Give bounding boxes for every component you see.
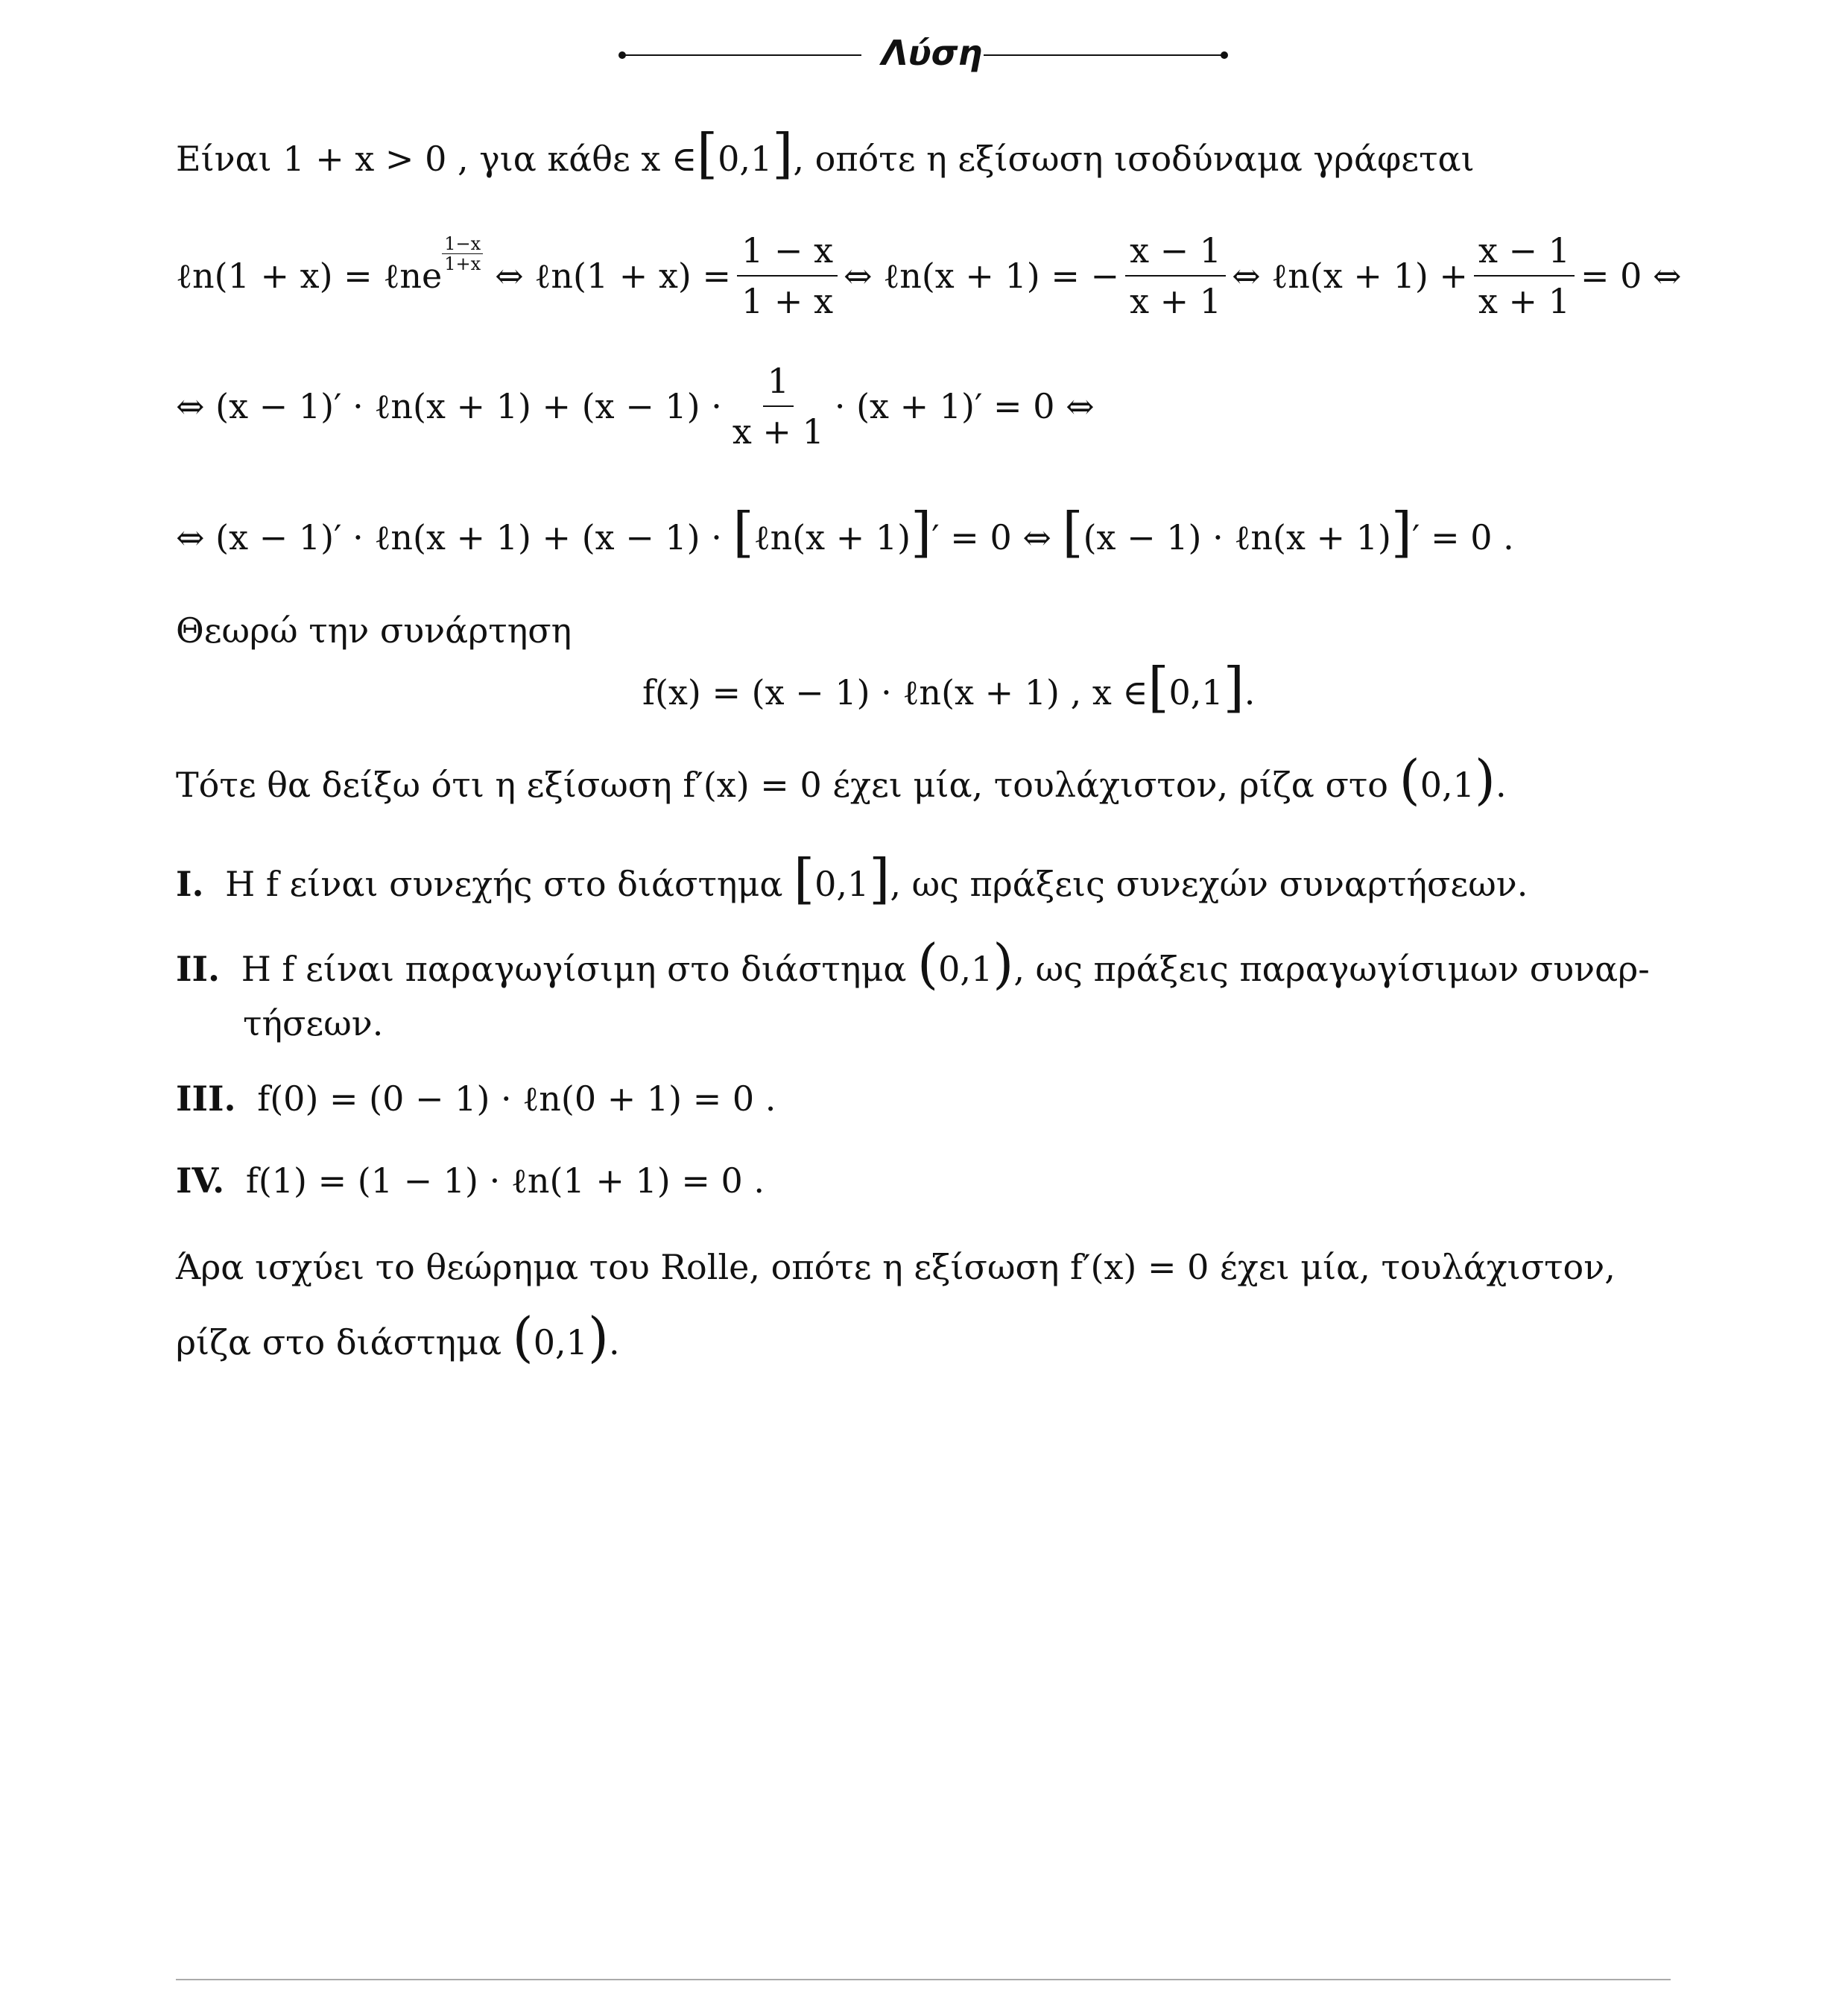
conclusion-line-2: ρίζα στο διάστημα (0,1).	[176, 1306, 620, 1368]
consider-function-text: Θεωρώ την συνάρτηση	[176, 610, 572, 651]
interval-closed: 0,1	[718, 139, 773, 179]
list-item-continuation: τήσεων.	[243, 1003, 384, 1043]
header-right-dot	[1221, 51, 1228, 59]
equation-1: ℓn(1 + x) = ℓne 1−x 1+x ⇔ ℓn(1 + x) = $\frac{1 - x}{1 + x}$ ⇔ ℓn(x + 1) = − $\frac{x - 1}{x + 1}$ ⇔ ℓn(x + 1) + $\frac{x - 1}{x + 1}$ = 0 ⇔	[176, 230, 1682, 321]
function-definition: f(x) = (x − 1) · ℓn(x + 1) , x ∈[0,1].	[642, 656, 1256, 718]
fraction: $\frac{1 - x}{1 + x}$	[737, 230, 838, 321]
fraction: $\frac{1}{x + 1}$	[732, 361, 824, 452]
footer-rule	[176, 1979, 1671, 1980]
list-item: II. Η f είναι παραγωγίσιμη στο διάστημα (0,1), ως πράξεις παραγωγίσιμων συναρ-	[176, 932, 1650, 995]
fraction: $\frac{x - 1}{x + 1}$	[1474, 230, 1575, 321]
list-item: I. Η f είναι συνεχής στο διάστημα [0,1], ως πράξεις συνεχών συναρτήσεων.	[176, 847, 1528, 910]
list-item: III. f(0) = (0 − 1) · ℓn(0 + 1) = 0 .	[176, 1078, 776, 1119]
item-number: III.	[176, 1078, 236, 1119]
exponent-fraction: 1−x 1+x	[442, 234, 483, 274]
goal-paragraph: Τότε θα δείξω ότι η εξίσωση f′(x) = 0 έχει μία, τουλάχιστον, ρίζα στο (0,1).	[176, 748, 1507, 811]
conclusion-line-1: Άρα ισχύει το θεώρημα του Rolle, οπότε η εξίσωση f′(x) = 0 έχει μία, τουλάχιστον,	[176, 1247, 1616, 1287]
fraction: $\frac{x - 1}{x + 1}$	[1125, 230, 1226, 321]
section-title: Λύση	[882, 33, 983, 73]
equation-3: ⇔ (x − 1)′ · ℓn(x + 1) + (x − 1) · [ℓn(x + 1)]′ = 0 ⇔ [(x − 1) · ℓn(x + 1)]′ = 0 .	[176, 501, 1514, 563]
intro-paragraph: Είναι 1 + x > 0 , για κάθε x ∈[0,1], οπότε η εξίσωση ισοδύναμα γράφεται	[176, 122, 1475, 185]
equation-2: ⇔ (x − 1)′ · ℓn(x + 1) + (x − 1) · $\frac{1}{x + 1}$ · (x + 1)′ = 0 ⇔	[176, 361, 1095, 452]
item-number: II.	[176, 949, 221, 989]
header-left-rule	[623, 54, 861, 56]
item-number: IV.	[176, 1160, 225, 1201]
item-number: I.	[176, 864, 204, 904]
list-item: IV. f(1) = (1 − 1) · ℓn(1 + 1) = 0 .	[176, 1160, 765, 1201]
header-right-rule	[984, 54, 1224, 56]
